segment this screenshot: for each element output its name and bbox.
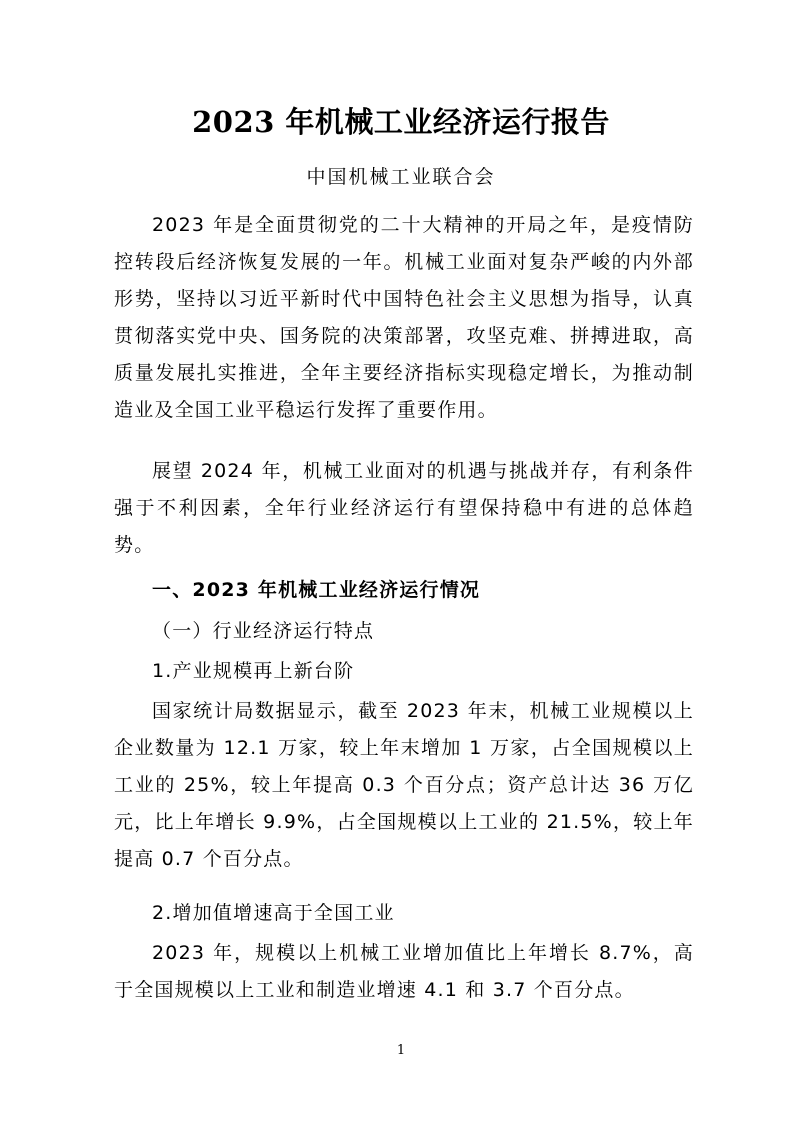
item-heading-2: 2.增加值增速高于全国工业 [152,902,395,924]
section-heading-1: 一、2023 年机械工业经济运行情况 [152,579,481,601]
item-2-paragraph: 2023 年，规模以上机械工业增加值比上年增长 8.7%，高于全国规模以上工业和制造业增速 4.1 和 3.7 个百分点。 [114,942,694,1001]
page-number: 1 [396,1043,406,1058]
intro-paragraph: 2023 年是全面贯彻党的二十大精神的开局之年，是疫情防控转段后经济恢复发展的一年。机械工业面对复杂严峻的内外部形势，坚持以习近平新时代中国特色社会主义思想为指导，认真贯彻落实党中央、国务院的决策部署，攻坚克难、拼搏进取，高质量发展扎实推进，全年主要经济指标实现稳定增长，为推动制造业及全国工业平稳运行发挥了重要作用。 [114,214,694,421]
outlook-paragraph: 展望 2024 年，机械工业面对的机遇与挑战并存，有利条件强于不利因素，全年行业经济运行有望保持稳中有进的总体趋势。 [114,460,694,556]
item-heading-1: 1.产业规模再上新台阶 [152,660,355,682]
organization-name: 中国机械工业联合会 [306,166,496,188]
item-1-paragraph: 国家统计局数据显示，截至 2023 年末，机械工业规模以上企业数量为 12.1 万家，较上年末增加 1 万家，占全国规模以上工业的 25%，较上年提高 0.3 个百分点；资产总计达 36 万亿元，比上年增长 9.9%，占全国规模以上工业的 21.5%，较上年提高 0.7 个百分点。 [114,700,694,870]
subsection-heading-1: （一）行业经济运行特点 [152,620,375,642]
report-title: 2023 年机械工业经济运行报告 [192,105,610,139]
